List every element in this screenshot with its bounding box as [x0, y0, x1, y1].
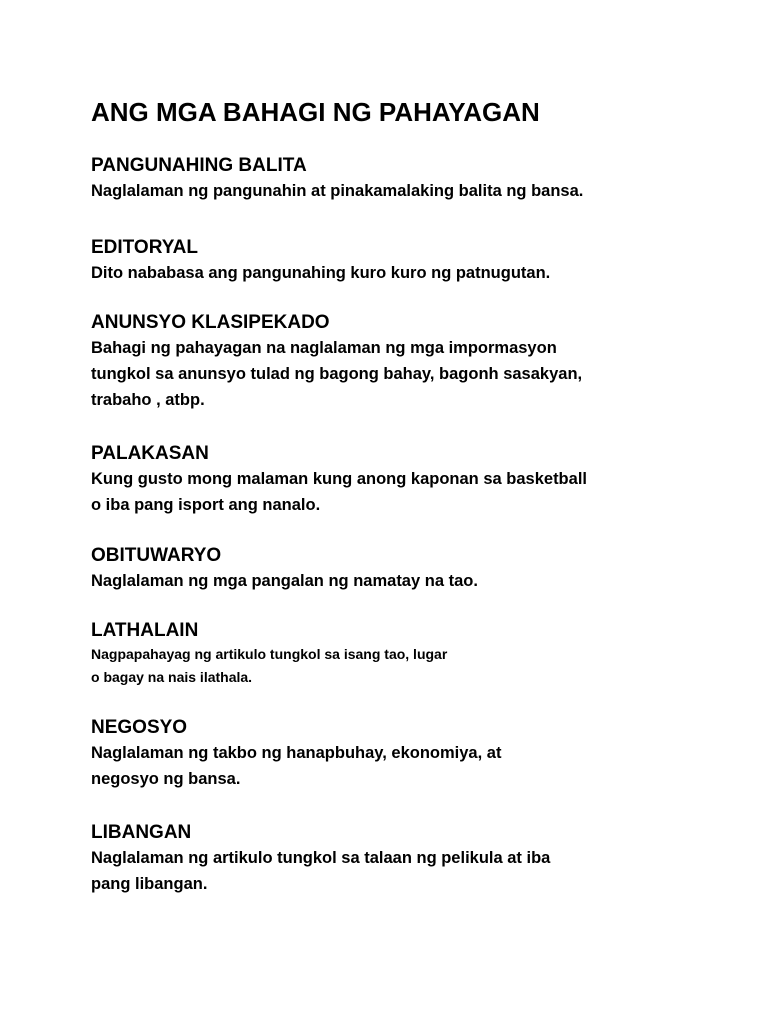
section-obituwaryo [91, 544, 731, 594]
section-heading: LIBANGAN [91, 822, 192, 843]
section-editoryal [91, 236, 731, 286]
section-pangunahing-balita [91, 154, 731, 204]
section-heading: ANUNSYO KLASIPEKADO [91, 312, 330, 333]
section-description: Naglalaman ng pangunahin at pinakamalaking balita ng bansa. [91, 182, 584, 200]
section-heading: OBITUWARYO [91, 545, 222, 566]
section-description: Bahagi ng pahayagan na naglalaman ng mga impormasyon tungkol sa anunsyo tulad ng bagong bahay, bagonh sasakyan, trabaho , atbp. [91, 339, 583, 409]
page-title: ANG MGA BAHAGI NG PAHAYAGAN [91, 97, 540, 127]
section-heading: PALAKASAN [91, 443, 209, 464]
section-anunsyo-klasipekado [91, 311, 731, 413]
section-heading: NEGOSYO [91, 717, 188, 738]
section-negosyo [91, 716, 731, 792]
section-description: Naglalaman ng artikulo tungkol sa talaan ng pelikula at iba pang libangan. [91, 849, 551, 893]
section-description: Dito nababasa ang pangunahing kuro kuro ng patnugutan. [91, 264, 551, 282]
section-heading: LATHALAIN [91, 620, 199, 641]
section-description: Naglalaman ng mga pangalan ng namatay na tao. [91, 572, 478, 590]
section-description: Naglalaman ng takbo ng hanapbuhay, ekonomiya, at negosyo ng bansa. [91, 744, 502, 788]
section-lathalain [91, 619, 731, 689]
section-libangan [91, 821, 731, 897]
section-heading: PANGUNAHING BALITA [91, 155, 307, 176]
section-description: Nagpapahayag ng artikulo tungkol sa isang tao, lugar o bagay na nais ilathala. [91, 646, 448, 685]
section-palakasan [91, 442, 731, 518]
section-description: Kung gusto mong malaman kung anong kaponan sa basketball o iba pang isport ang nanalo. [91, 470, 587, 514]
section-heading: EDITORYAL [91, 237, 198, 258]
